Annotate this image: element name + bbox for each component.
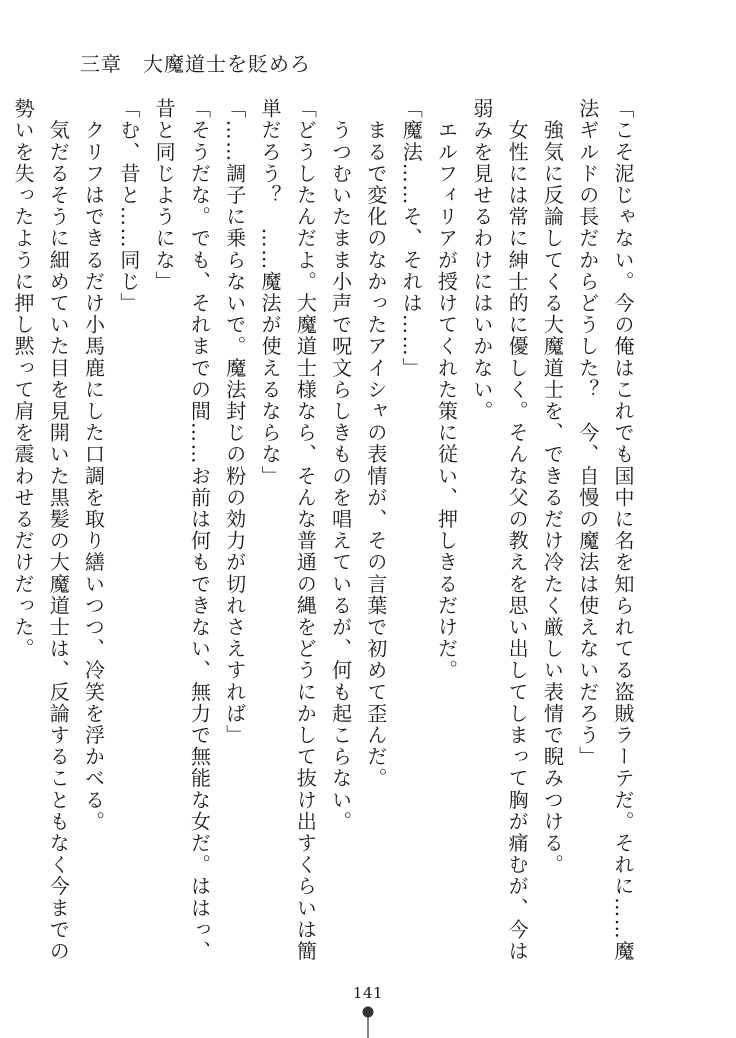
- text-line: 法ギルドの長だからどうした？ 今、自慢の魔法は使えないだろう」: [575, 98, 600, 768]
- text-line: 「魔法……そ、それは……」: [399, 98, 424, 379]
- text-line: 気だるそうに細めていた目を見開いた黒髪の大魔道士は、反論することもなく今までの: [46, 98, 71, 962]
- text-line: 勢いを失ったように押し黙って肩を震わせるだけだった。: [10, 98, 35, 660]
- text-line: まるで変化のなかったアイシャの表情が、その言葉で初めて歪んだ。: [363, 98, 388, 790]
- text-line: 昔と同じようにな」: [152, 98, 177, 293]
- text-line: 「こそ泥じゃない。今の俺はこれでも国中に名を知られてる盗賊ラーテだ。それに……魔: [611, 98, 635, 962]
- text-line: 「どうしたんだよ。大魔道士様なら、そんな普通の縄をどうにかして抜け出すくらいは簡: [293, 98, 318, 962]
- text-line: 「む、昔と……同じ」: [116, 98, 141, 314]
- page-number: 141: [352, 984, 384, 1002]
- text-line: クリフはできるだけ小馬鹿にした口調を取り繕いつつ、冷笑を浮かべる。: [81, 98, 106, 833]
- text-line: 「……調子に乗らないで。魔法封じの粉の効力が切れさえすれば」: [222, 98, 247, 746]
- text-line: 「そうだな。でも、それまでの間……お前は何もできない、無力で無能な女だ。ははっ、: [187, 98, 212, 962]
- text-line: 強気に反論してくる大魔道士を、できるだけ冷たく厳しい表情で睨みつける。: [540, 98, 565, 876]
- text-line: エルフィリアが授けてくれた策に従い、押しきるだけだ。: [434, 98, 459, 682]
- body-text: [10, 98, 640, 962]
- text-line: 女性には常に紳士的に優しく。そんな父の教えを思い出してしまって胸が痛むが、今は: [505, 98, 530, 962]
- text-line: 弱みを見せるわけにはいかない。: [469, 98, 494, 422]
- running-head: 三章 大魔道士を貶めろ: [80, 52, 311, 76]
- text-line: 単だろう？ ……魔法が使えるならな」: [258, 98, 283, 487]
- text-line: うつむいたまま小声で呪文らしきものを唱えているが、何も起こらない。: [328, 98, 353, 833]
- page-ornament-icon: [361, 1004, 375, 1038]
